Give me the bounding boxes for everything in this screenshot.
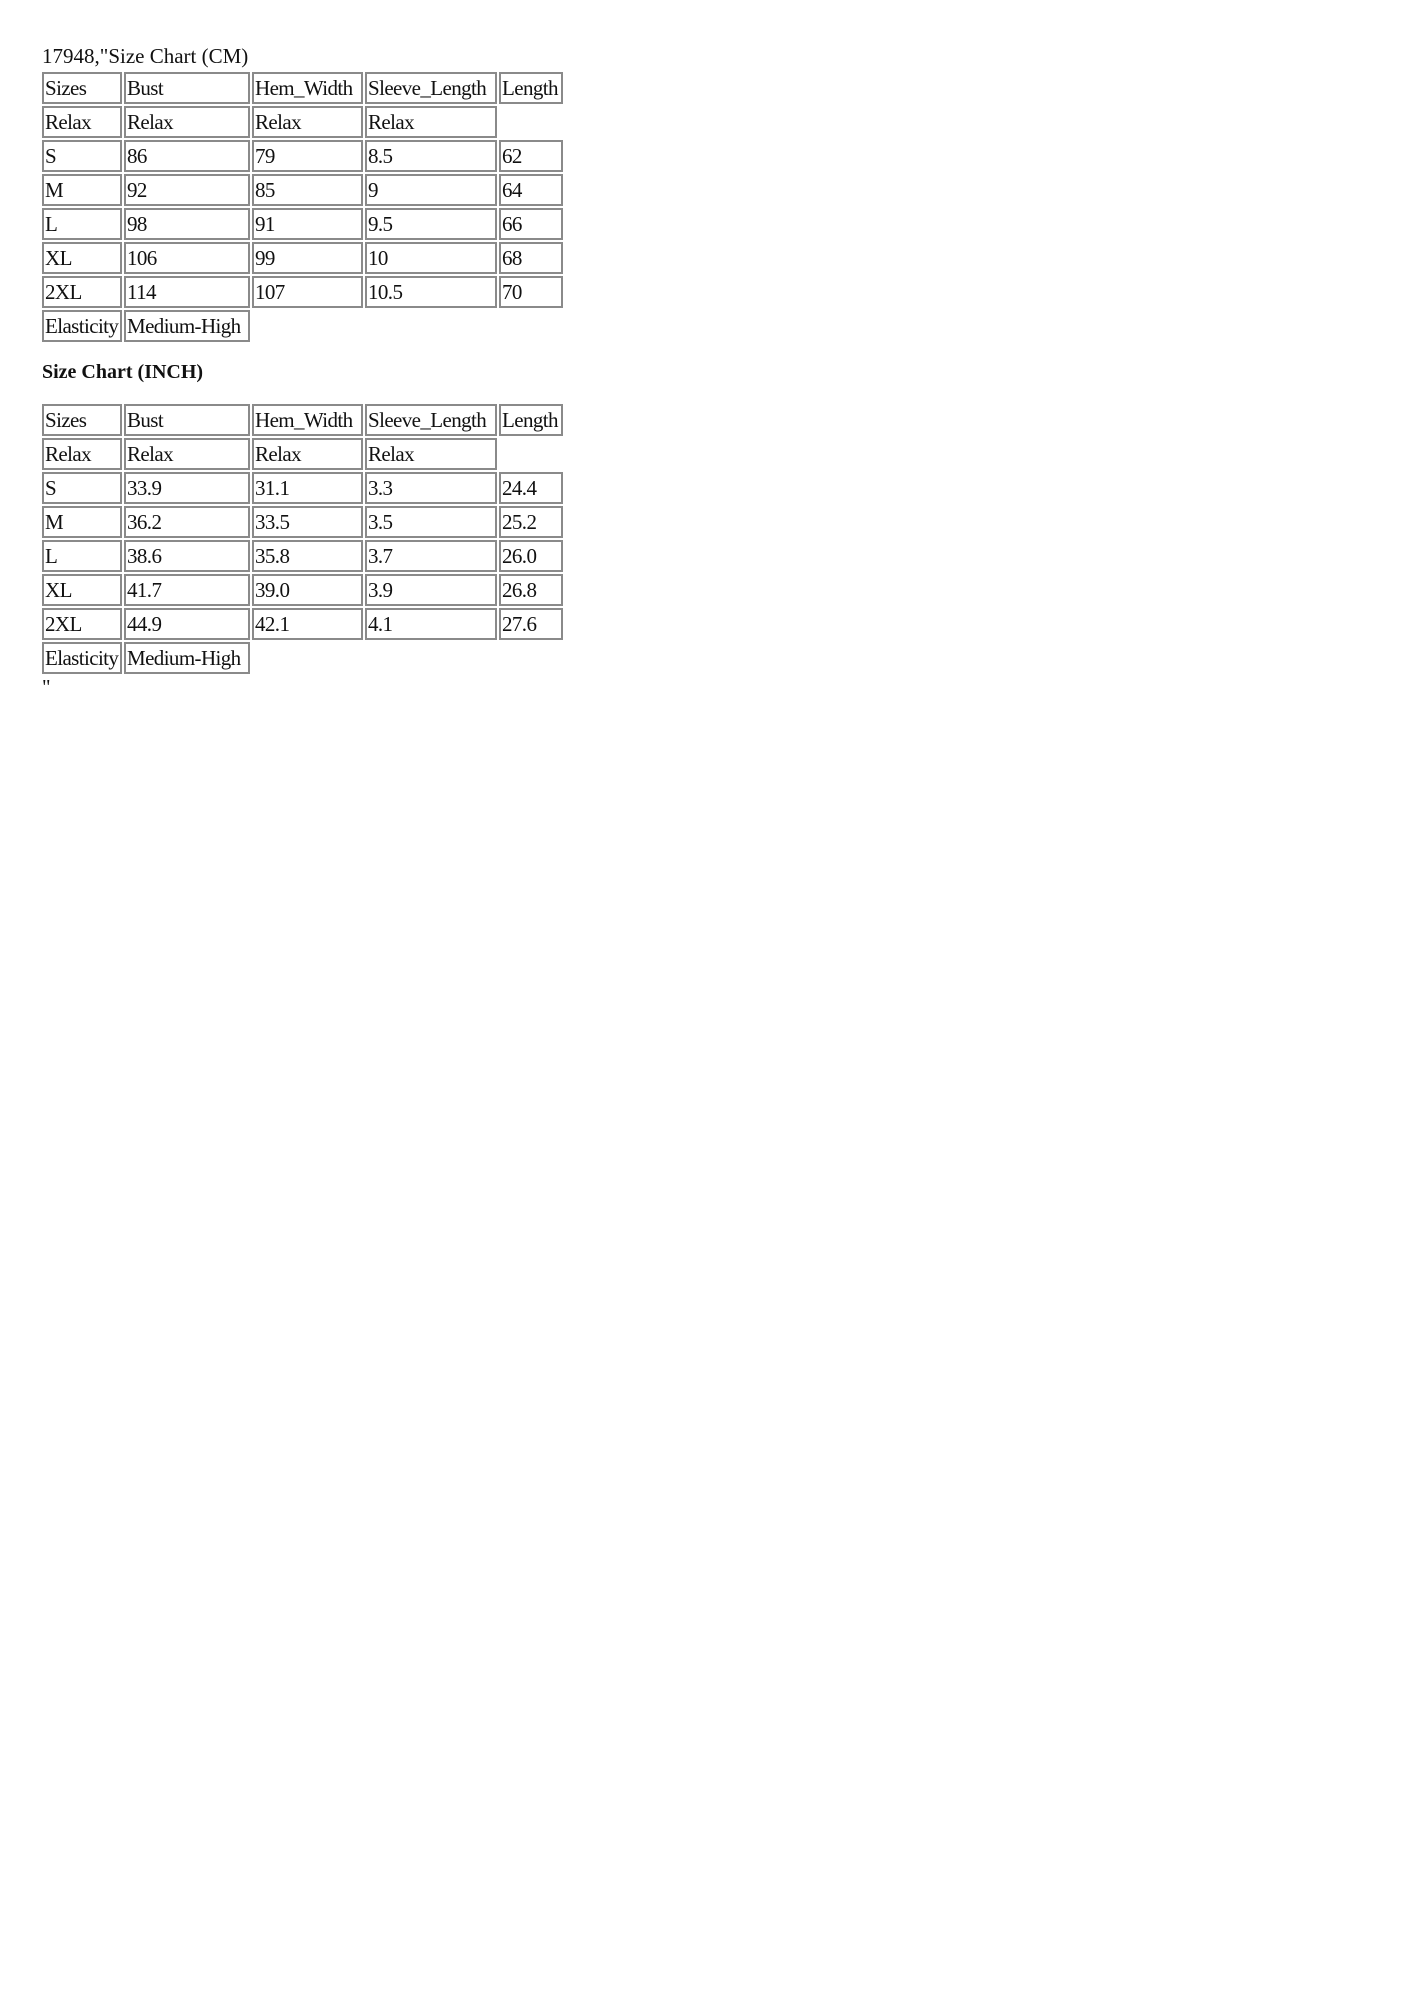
column-header-bust: Bust [124, 72, 250, 104]
table-row [42, 540, 563, 572]
section-title: Size Chart (INCH) [42, 361, 204, 383]
table-cell: 8.5 [365, 140, 497, 172]
table-cell: 91 [252, 208, 363, 240]
column-header-length: Length [499, 404, 563, 436]
table-cell: L [42, 540, 122, 572]
column-header-hem-width: Hem_Width [252, 72, 363, 104]
table-cell: 42.1 [252, 608, 363, 640]
table-cell: Relax [365, 106, 497, 138]
header-line: 17948,"Size Chart (CM) [42, 44, 249, 68]
table-cell: Medium-High [124, 642, 250, 674]
closing-quote-mark: " [42, 675, 51, 699]
table-cell: 70 [499, 276, 563, 308]
table-row [42, 174, 563, 206]
column-header-bust: Bust [124, 404, 250, 436]
empty-cell [499, 642, 563, 674]
table-cell: XL [42, 242, 122, 274]
table-cell: 2XL [42, 276, 122, 308]
size-chart-inch-table [40, 402, 565, 676]
table-row [42, 72, 563, 104]
table-cell: M [42, 174, 122, 206]
table-cell: 9 [365, 174, 497, 206]
table-cell: 86 [124, 140, 250, 172]
column-header-sizes: Sizes [42, 72, 122, 104]
table-cell: 35.8 [252, 540, 363, 572]
table-cell: Relax [252, 438, 363, 470]
empty-cell [499, 438, 563, 470]
table-cell: 26.0 [499, 540, 563, 572]
table-row [42, 642, 563, 674]
table-cell: 85 [252, 174, 363, 206]
column-header-sleeve-length: Sleeve_Length [365, 72, 497, 104]
table-cell: Relax [42, 438, 122, 470]
table-cell: Relax [124, 106, 250, 138]
table-cell: 25.2 [499, 506, 563, 538]
table-cell: 79 [252, 140, 363, 172]
column-header-sleeve-length: Sleeve_Length [365, 404, 497, 436]
table-cell: 107 [252, 276, 363, 308]
table-row [42, 208, 563, 240]
table-cell: 106 [124, 242, 250, 274]
table-cell: 2XL [42, 608, 122, 640]
table-cell: 36.2 [124, 506, 250, 538]
table-cell: 3.9 [365, 574, 497, 606]
table-cell: S [42, 140, 122, 172]
table-row [42, 404, 563, 436]
table-row [42, 140, 563, 172]
table-cell: 3.5 [365, 506, 497, 538]
empty-cell [365, 642, 497, 674]
column-header-length: Length [499, 72, 563, 104]
table-cell: 33.5 [252, 506, 363, 538]
table-row [42, 310, 563, 342]
table-cell: 31.1 [252, 472, 363, 504]
table-row [42, 574, 563, 606]
table-row [42, 472, 563, 504]
document-page [42, 42, 642, 698]
empty-cell [252, 642, 363, 674]
empty-cell [499, 106, 563, 138]
table-cell: M [42, 506, 122, 538]
table-row [42, 242, 563, 274]
column-header-sizes: Sizes [42, 404, 122, 436]
table-cell: 26.8 [499, 574, 563, 606]
table-cell: 62 [499, 140, 563, 172]
table-row [42, 276, 563, 308]
table-cell: 10 [365, 242, 497, 274]
table-cell: Relax [365, 438, 497, 470]
size-chart-cm-table [40, 70, 565, 344]
table-cell: 4.1 [365, 608, 497, 640]
table-cell: 38.6 [124, 540, 250, 572]
table-cell: 66 [499, 208, 563, 240]
table-cell: Medium-High [124, 310, 250, 342]
table-cell: 3.3 [365, 472, 497, 504]
table-cell: Relax [42, 106, 122, 138]
column-header-hem-width: Hem_Width [252, 404, 363, 436]
table-cell: 41.7 [124, 574, 250, 606]
empty-cell [499, 310, 563, 342]
table-cell: 3.7 [365, 540, 497, 572]
table-cell: 44.9 [124, 608, 250, 640]
table-row [42, 506, 563, 538]
table-cell: Relax [124, 438, 250, 470]
table-cell: Elasticity [42, 642, 122, 674]
table-row [42, 438, 563, 470]
table-cell: Relax [252, 106, 363, 138]
table-cell: Elasticity [42, 310, 122, 342]
table-cell: 98 [124, 208, 250, 240]
table-cell: 27.6 [499, 608, 563, 640]
table-cell: 92 [124, 174, 250, 206]
table-cell: S [42, 472, 122, 504]
empty-cell [252, 310, 363, 342]
table-cell: 9.5 [365, 208, 497, 240]
table-cell: L [42, 208, 122, 240]
table-cell: XL [42, 574, 122, 606]
table-row [42, 106, 563, 138]
table-cell: 68 [499, 242, 563, 274]
table-row [42, 608, 563, 640]
table-cell: 39.0 [252, 574, 363, 606]
empty-cell [365, 310, 497, 342]
table-cell: 10.5 [365, 276, 497, 308]
table-cell: 114 [124, 276, 250, 308]
table-cell: 64 [499, 174, 563, 206]
table-cell: 24.4 [499, 472, 563, 504]
table-cell: 33.9 [124, 472, 250, 504]
table-cell: 99 [252, 242, 363, 274]
